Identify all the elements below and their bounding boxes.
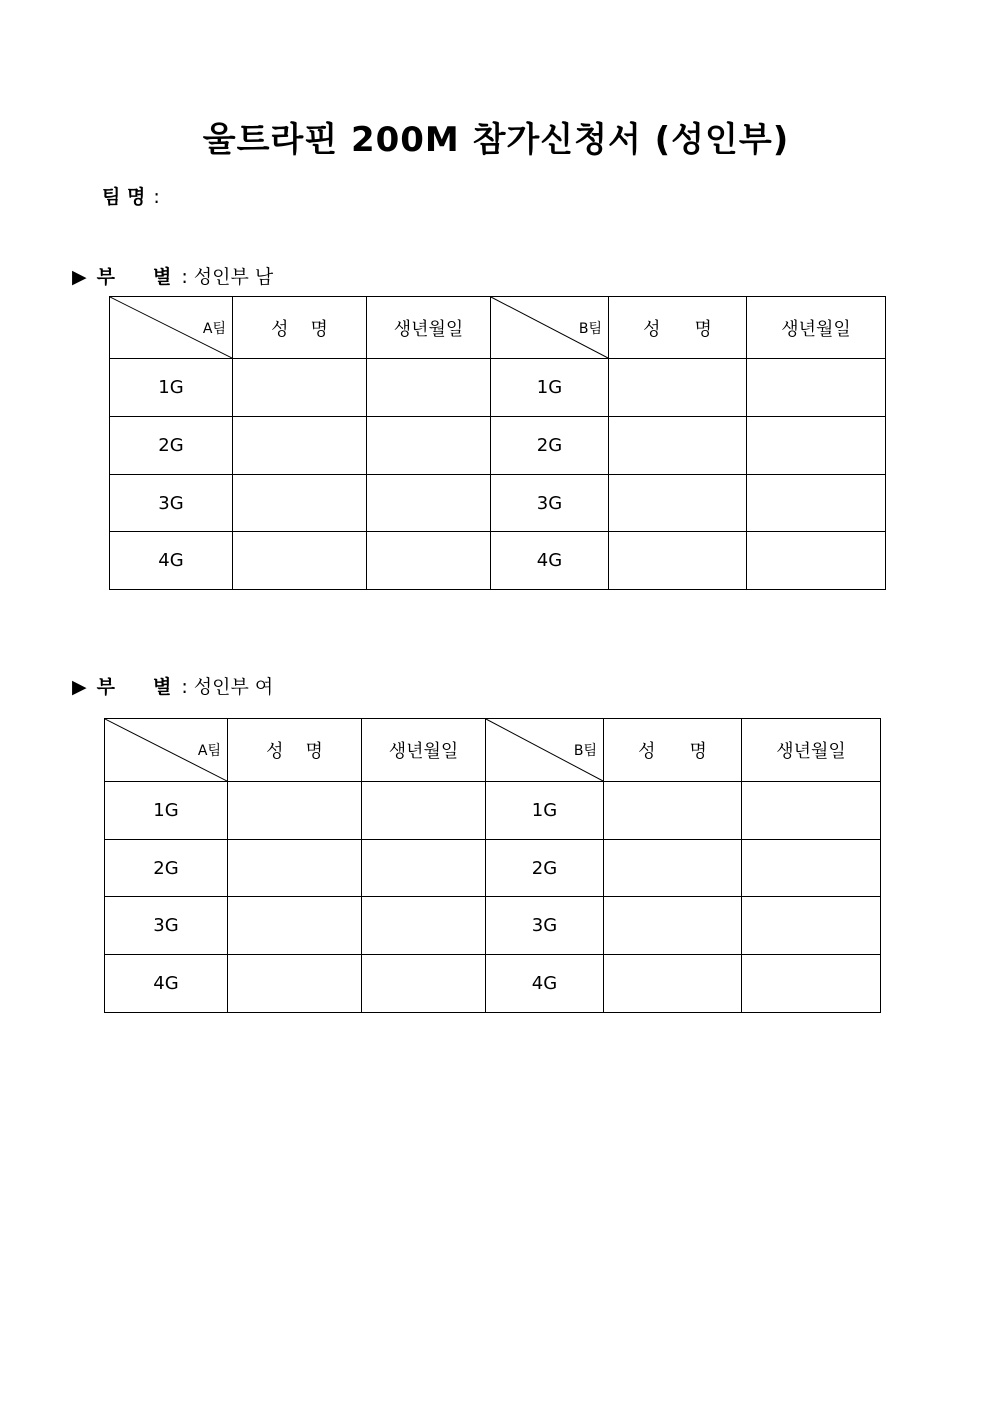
division-value: 성인부 여 (193, 676, 274, 698)
birth-cell[interactable] (362, 897, 486, 955)
name-cell[interactable] (233, 417, 367, 475)
birth-cell[interactable] (747, 359, 886, 417)
birth-cell[interactable] (367, 475, 491, 532)
birth-cell[interactable] (367, 532, 491, 590)
game-label-b: 3G (491, 475, 609, 532)
birth-cell[interactable] (367, 417, 491, 475)
team-b-header: B팀 (491, 297, 609, 359)
team-name-label: 팀 명 (102, 186, 146, 208)
division-colon: : (181, 266, 188, 288)
game-label-b: 2G (491, 417, 609, 475)
game-label-a: 1G (105, 782, 228, 840)
game-label-a: 1G (110, 359, 233, 417)
arrow-icon: ▶ (72, 676, 87, 698)
birth-cell[interactable] (742, 840, 881, 897)
name-cell[interactable] (233, 532, 367, 590)
name-cell[interactable] (604, 897, 742, 955)
name-cell[interactable] (233, 475, 367, 532)
birth-cell[interactable] (742, 897, 881, 955)
game-label-b: 4G (491, 532, 609, 590)
table-header-row (105, 719, 881, 782)
team-name-field (102, 182, 160, 209)
game-label-b: 1G (491, 359, 609, 417)
team-a-header: A팀 (105, 719, 228, 782)
table-row (105, 782, 881, 840)
arrow-icon: ▶ (72, 266, 87, 288)
name-cell[interactable] (228, 782, 362, 840)
division-women (72, 672, 273, 699)
name-cell[interactable] (609, 359, 747, 417)
name-cell[interactable] (609, 417, 747, 475)
birth-cell[interactable] (362, 840, 486, 897)
birth-cell[interactable] (367, 359, 491, 417)
game-label-a: 4G (105, 955, 228, 1013)
birth-cell[interactable] (747, 532, 886, 590)
birth-cell[interactable] (362, 782, 486, 840)
table-row (110, 532, 886, 590)
entry-table-men (109, 296, 886, 590)
team-name-colon: : (153, 186, 160, 208)
name-cell[interactable] (228, 955, 362, 1013)
birth-cell[interactable] (747, 475, 886, 532)
game-label-a: 3G (110, 475, 233, 532)
table-row (110, 475, 886, 532)
table-row (105, 955, 881, 1013)
birth-cell[interactable] (362, 955, 486, 1013)
division-value: 성인부 남 (193, 266, 274, 288)
name-cell[interactable] (604, 782, 742, 840)
table-row (105, 897, 881, 955)
game-label-a: 3G (105, 897, 228, 955)
name-cell[interactable] (228, 840, 362, 897)
division-colon: : (181, 676, 188, 698)
division-label: 부 별 (96, 266, 172, 288)
birth-header-b: 생년월일 (742, 719, 881, 782)
name-header-a: 성 명 (228, 719, 362, 782)
game-label-a: 4G (110, 532, 233, 590)
game-label-b: 1G (486, 782, 604, 840)
name-cell[interactable] (604, 840, 742, 897)
birth-cell[interactable] (742, 782, 881, 840)
name-cell[interactable] (609, 475, 747, 532)
name-cell[interactable] (233, 359, 367, 417)
game-label-a: 2G (110, 417, 233, 475)
table-row (105, 840, 881, 897)
birth-cell[interactable] (742, 955, 881, 1013)
birth-cell[interactable] (747, 417, 886, 475)
table-row (110, 359, 886, 417)
entry-table-women (104, 718, 881, 1013)
game-label-b: 2G (486, 840, 604, 897)
team-a-header: A팀 (110, 297, 233, 359)
birth-header-b: 생년월일 (747, 297, 886, 359)
name-cell[interactable] (228, 897, 362, 955)
birth-header-a: 생년월일 (367, 297, 491, 359)
table-header-row (110, 297, 886, 359)
name-cell[interactable] (609, 532, 747, 590)
page-title: 울트라핀 200M 참가신청서 (성인부) (202, 120, 790, 160)
game-label-b: 4G (486, 955, 604, 1013)
division-men (72, 262, 273, 289)
birth-header-a: 생년월일 (362, 719, 486, 782)
name-header-b: 성 명 (609, 297, 747, 359)
game-label-b: 3G (486, 897, 604, 955)
table-row (110, 417, 886, 475)
division-label: 부 별 (96, 676, 172, 698)
name-cell[interactable] (604, 955, 742, 1013)
team-b-header: B팀 (486, 719, 604, 782)
game-label-a: 2G (105, 840, 228, 897)
name-header-a: 성 명 (233, 297, 367, 359)
name-header-b: 성 명 (604, 719, 742, 782)
